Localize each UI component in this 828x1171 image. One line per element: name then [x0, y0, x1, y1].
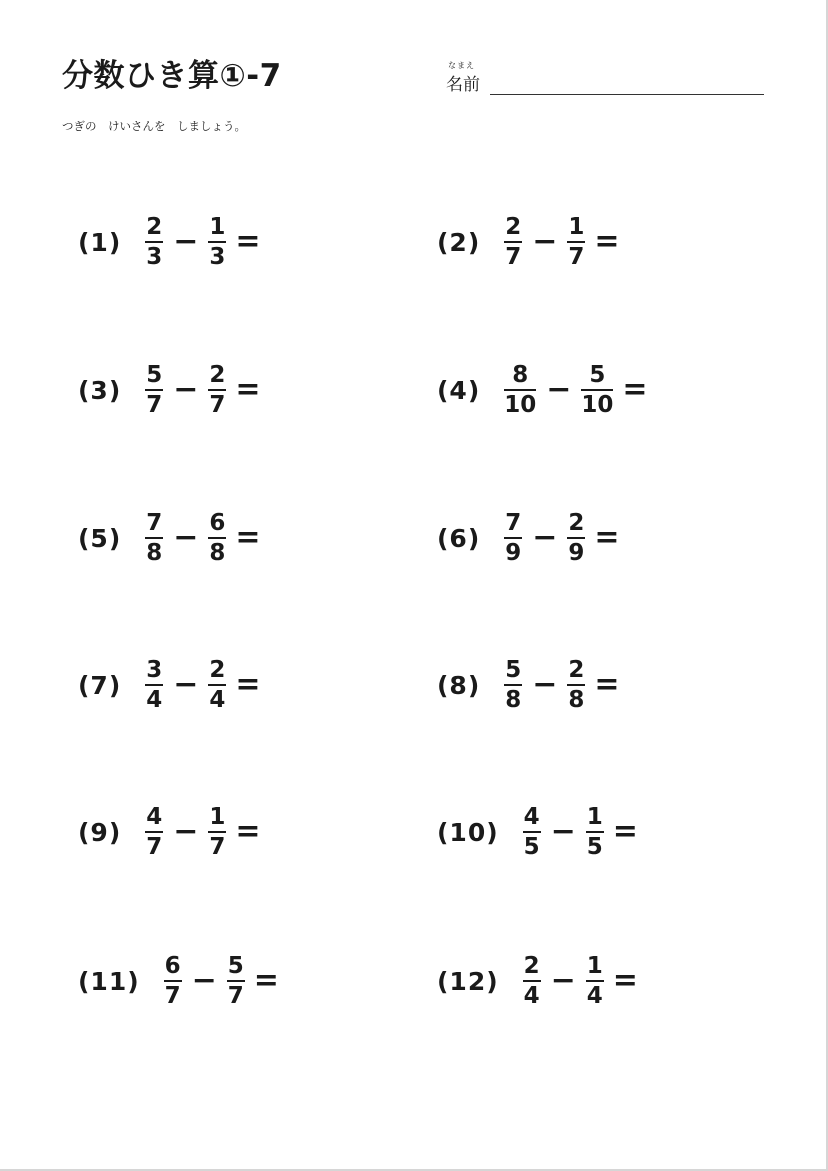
fraction-bar — [164, 980, 182, 982]
numerator: 7 — [146, 510, 163, 536]
problem-number: (6) — [437, 523, 481, 553]
fraction-bar — [145, 684, 163, 686]
fraction-bar — [145, 831, 163, 833]
numerator: 7 — [505, 510, 522, 536]
fraction-subtrahend — [208, 657, 226, 713]
fraction-minuend — [145, 804, 163, 860]
fraction-minuend — [504, 657, 522, 713]
denominator: 3 — [209, 244, 226, 270]
fraction-minuend — [145, 362, 163, 418]
fraction-bar — [208, 389, 226, 391]
name-write-line[interactable] — [490, 94, 764, 95]
fraction-bar — [208, 241, 226, 243]
problem-9 — [78, 802, 261, 862]
name-field — [446, 60, 766, 100]
fraction-subtrahend — [586, 804, 604, 860]
numerator: 6 — [164, 953, 181, 979]
numerator: 1 — [209, 214, 226, 240]
problem-5 — [78, 508, 261, 568]
problem-number: (8) — [437, 670, 481, 700]
numerator: 2 — [505, 214, 522, 240]
problem-number: (1) — [78, 227, 122, 257]
fraction-subtrahend — [567, 657, 585, 713]
denominator: 10 — [581, 392, 614, 418]
problem-number: (10) — [437, 817, 499, 847]
fraction-bar — [227, 980, 245, 982]
denominator: 5 — [523, 834, 540, 860]
fraction-bar — [145, 389, 163, 391]
equals-sign: = — [235, 520, 261, 555]
problem-10 — [437, 802, 638, 862]
problem-7 — [78, 655, 261, 715]
problem-3 — [78, 360, 261, 420]
equals-sign: = — [235, 814, 261, 849]
minus-sign: − — [173, 372, 199, 407]
fraction-subtrahend — [586, 953, 604, 1009]
numerator: 5 — [146, 362, 163, 388]
denominator: 8 — [146, 540, 163, 566]
denominator: 7 — [146, 392, 163, 418]
problem-8 — [437, 655, 620, 715]
equals-sign: = — [594, 224, 620, 259]
minus-sign: − — [550, 814, 576, 849]
problem-2 — [437, 212, 620, 272]
fraction-bar — [504, 537, 522, 539]
numerator: 2 — [209, 362, 226, 388]
problem-11 — [78, 951, 279, 1011]
equals-sign: = — [622, 372, 648, 407]
denominator: 7 — [227, 983, 244, 1009]
problem-number: (11) — [78, 966, 140, 996]
denominator: 7 — [209, 392, 226, 418]
equals-sign: = — [253, 963, 279, 998]
denominator: 5 — [586, 834, 603, 860]
denominator: 8 — [209, 540, 226, 566]
fraction-subtrahend — [208, 510, 226, 566]
fraction-bar — [586, 980, 604, 982]
fraction-bar — [523, 980, 541, 982]
numerator: 8 — [512, 362, 529, 388]
problem-number: (2) — [437, 227, 481, 257]
numerator: 1 — [586, 804, 603, 830]
fraction-bar — [567, 537, 585, 539]
equals-sign: = — [612, 963, 638, 998]
minus-sign: − — [532, 224, 558, 259]
minus-sign: − — [173, 520, 199, 555]
fraction-subtrahend — [581, 362, 613, 418]
numerator: 3 — [146, 657, 163, 683]
instruction-text: つぎの けいさんを しましょう。 — [62, 119, 246, 133]
fraction-bar — [208, 684, 226, 686]
equals-sign: = — [594, 520, 620, 555]
equals-sign: = — [235, 372, 261, 407]
numerator: 1 — [568, 214, 585, 240]
fraction-minuend — [504, 362, 536, 418]
fraction-subtrahend — [208, 214, 226, 270]
problem-6 — [437, 508, 620, 568]
problem-12 — [437, 951, 638, 1011]
minus-sign: − — [173, 667, 199, 702]
fraction-minuend — [504, 510, 522, 566]
fraction-minuend — [145, 214, 163, 270]
denominator: 8 — [505, 687, 522, 713]
numerator: 2 — [568, 657, 585, 683]
denominator: 7 — [505, 244, 522, 270]
fraction-bar — [567, 241, 585, 243]
minus-sign: − — [173, 224, 199, 259]
denominator: 4 — [523, 983, 540, 1009]
minus-sign: − — [191, 963, 217, 998]
numerator: 2 — [209, 657, 226, 683]
numerator: 2 — [146, 214, 163, 240]
name-ruby: なまえ — [448, 61, 475, 70]
problem-number: (5) — [78, 523, 122, 553]
problem-number: (12) — [437, 966, 499, 996]
problem-number: (7) — [78, 670, 122, 700]
fraction-subtrahend — [208, 804, 226, 860]
numerator: 5 — [589, 362, 606, 388]
fraction-minuend — [523, 804, 541, 860]
numerator: 1 — [586, 953, 603, 979]
fraction-minuend — [164, 953, 182, 1009]
denominator: 9 — [568, 540, 585, 566]
problem-number: (9) — [78, 817, 122, 847]
fraction-bar — [504, 684, 522, 686]
denominator: 7 — [164, 983, 181, 1009]
fraction-bar — [208, 831, 226, 833]
numerator: 4 — [523, 804, 540, 830]
fraction-bar — [504, 241, 522, 243]
fraction-bar — [581, 389, 613, 391]
fraction-minuend — [504, 214, 522, 270]
numerator: 2 — [523, 953, 540, 979]
problem-number: (4) — [437, 375, 481, 405]
fraction-subtrahend — [567, 510, 585, 566]
minus-sign: − — [532, 520, 558, 555]
fraction-subtrahend — [208, 362, 226, 418]
denominator: 7 — [209, 834, 226, 860]
denominator: 7 — [568, 244, 585, 270]
problem-1 — [78, 212, 261, 272]
numerator: 4 — [146, 804, 163, 830]
numerator: 2 — [568, 510, 585, 536]
fraction-bar — [145, 537, 163, 539]
fraction-bar — [504, 389, 536, 391]
fraction-bar — [567, 684, 585, 686]
problem-number: (3) — [78, 375, 122, 405]
fraction-minuend — [523, 953, 541, 1009]
fraction-bar — [208, 537, 226, 539]
worksheet-title: 分数ひき算①-7 — [62, 58, 282, 94]
numerator: 6 — [209, 510, 226, 536]
fraction-minuend — [145, 510, 163, 566]
denominator: 4 — [586, 983, 603, 1009]
equals-sign: = — [235, 667, 261, 702]
problem-4 — [437, 360, 648, 420]
name-label: 名前 — [446, 75, 480, 95]
equals-sign: = — [612, 814, 638, 849]
minus-sign: − — [550, 963, 576, 998]
denominator: 9 — [505, 540, 522, 566]
minus-sign: − — [532, 667, 558, 702]
fraction-bar — [586, 831, 604, 833]
numerator: 1 — [209, 804, 226, 830]
numerator: 5 — [227, 953, 244, 979]
denominator: 3 — [146, 244, 163, 270]
minus-sign: − — [546, 372, 572, 407]
fraction-subtrahend — [567, 214, 585, 270]
equals-sign: = — [594, 667, 620, 702]
fraction-bar — [523, 831, 541, 833]
denominator: 7 — [146, 834, 163, 860]
denominator: 4 — [146, 687, 163, 713]
fraction-bar — [145, 241, 163, 243]
denominator: 4 — [209, 687, 226, 713]
fraction-minuend — [145, 657, 163, 713]
denominator: 8 — [568, 687, 585, 713]
minus-sign: − — [173, 814, 199, 849]
denominator: 10 — [504, 392, 537, 418]
fraction-subtrahend — [227, 953, 245, 1009]
numerator: 5 — [505, 657, 522, 683]
equals-sign: = — [235, 224, 261, 259]
